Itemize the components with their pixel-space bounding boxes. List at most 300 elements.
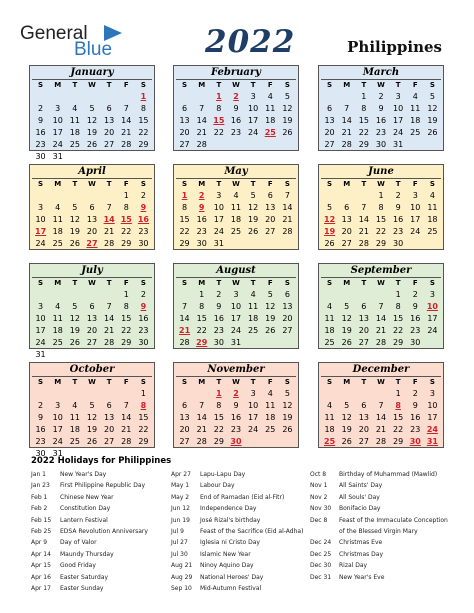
day-cell: 28 <box>282 227 293 236</box>
month-name: February <box>210 67 261 78</box>
day-cell: 15 <box>358 116 369 125</box>
day-grid <box>321 91 441 151</box>
day-cell: 4 <box>327 401 333 410</box>
holiday-day-cell: 1 <box>140 92 147 101</box>
day-cell: 23 <box>410 425 421 434</box>
day-cell: 17 <box>230 314 242 323</box>
day-cell: 28 <box>375 437 387 446</box>
empty-cell <box>83 91 100 103</box>
day-cell: 4 <box>267 92 273 101</box>
holiday-day-cell: 2 <box>198 191 205 200</box>
day-cell: 8 <box>140 104 146 113</box>
weekday-label: W <box>377 378 385 386</box>
day-grid <box>176 388 296 448</box>
weekday-label: T <box>216 81 222 89</box>
weekday-label: S <box>182 279 188 287</box>
holiday-day-cell: 15 <box>120 215 132 224</box>
month-april <box>29 164 155 250</box>
day-cell: 27 <box>341 239 352 248</box>
holiday-name: Good Friday <box>60 562 96 570</box>
holiday-date: Dec 24 <box>310 539 332 547</box>
month-july <box>29 263 155 359</box>
day-cell: 11 <box>69 116 80 125</box>
holiday-name: Christmas Day <box>339 550 384 558</box>
holiday-name: Iglesia ni Cristo Day <box>200 539 260 547</box>
holidays-title: 2022 Holidays for Philippines <box>31 456 172 466</box>
holiday-name: Rizal Day <box>339 562 368 570</box>
weekday-label: T <box>216 378 222 386</box>
day-cell: 17 <box>427 413 438 422</box>
day-cell: 8 <box>123 203 129 212</box>
day-cell: 8 <box>395 302 401 311</box>
day-cell: 17 <box>52 425 63 434</box>
day-cell: 20 <box>179 425 190 434</box>
day-cell: 16 <box>196 215 207 224</box>
day-cell: 23 <box>230 425 242 434</box>
day-cell: 9 <box>216 302 222 311</box>
day-cell: 21 <box>375 326 387 335</box>
day-cell: 31 <box>52 449 63 458</box>
day-cell: 25 <box>265 425 276 434</box>
holiday-day-cell: 16 <box>137 215 149 224</box>
day-cell: 31 <box>52 152 63 161</box>
holiday-name: Labour Day <box>200 482 235 490</box>
country-name: Philippines <box>347 38 442 56</box>
holiday-date: Aug 21 <box>171 562 193 570</box>
holiday-date: Feb 1 <box>31 493 48 501</box>
empty-cell <box>176 289 193 301</box>
day-cell: 25 <box>69 437 80 446</box>
weekday-label: T <box>395 81 401 89</box>
empty-cell <box>32 91 49 103</box>
day-cell: 29 <box>179 239 190 248</box>
day-cell: 19 <box>282 413 293 422</box>
day-cell: 7 <box>123 104 129 113</box>
weekday-label: W <box>88 180 96 188</box>
month-name: August <box>216 265 256 276</box>
empty-cell <box>321 91 338 103</box>
day-cell: 18 <box>427 215 438 224</box>
holiday-date: May 1 <box>171 482 190 490</box>
day-cell: 18 <box>52 227 63 236</box>
day-cell: 12 <box>69 314 80 323</box>
weekday-label: F <box>412 279 418 287</box>
holiday-name: Day of Valor <box>60 539 97 547</box>
weekday-label: F <box>412 180 418 188</box>
holiday-day-cell: 14 <box>103 215 115 224</box>
holiday-name: Maundy Thursday <box>60 550 114 558</box>
holiday-name: Independence Day <box>200 505 257 513</box>
day-cell: 13 <box>86 215 98 224</box>
day-cell: 2 <box>38 401 44 410</box>
weekday-header <box>176 79 296 91</box>
day-cell: 28 <box>121 437 132 446</box>
day-cell: 10 <box>35 314 46 323</box>
day-cell: 20 <box>341 227 352 236</box>
holiday-date: Jun 12 <box>171 505 190 513</box>
day-cell: 10 <box>52 413 63 422</box>
day-grid <box>32 289 152 361</box>
holiday-day-cell: 29 <box>196 338 208 347</box>
weekday-label: S <box>429 81 435 89</box>
empty-cell <box>372 289 389 301</box>
day-cell: 23 <box>35 140 46 149</box>
weekday-header <box>321 376 441 388</box>
day-cell: 10 <box>35 215 46 224</box>
day-cell: 18 <box>52 326 63 335</box>
holiday-date: Apr 9 <box>31 539 48 547</box>
weekday-label: S <box>429 279 435 287</box>
weekday-label: T <box>250 180 256 188</box>
weekday-label: T <box>250 279 256 287</box>
weekday-label: S <box>182 180 188 188</box>
weekday-label: W <box>88 279 96 287</box>
weekday-label: T <box>216 180 222 188</box>
day-cell: 18 <box>69 425 80 434</box>
day-cell: 26 <box>282 425 293 434</box>
day-cell: 8 <box>123 302 129 311</box>
day-cell: 11 <box>69 413 80 422</box>
weekday-label: W <box>377 180 385 188</box>
day-cell: 24 <box>393 128 404 137</box>
day-grid <box>176 190 296 250</box>
day-cell: 21 <box>282 215 293 224</box>
day-cell: 7 <box>361 203 367 212</box>
day-cell: 15 <box>393 413 404 422</box>
holiday-date: Nov 2 <box>310 493 328 501</box>
day-cell: 15 <box>196 314 207 323</box>
month-november <box>173 362 299 448</box>
day-cell: 24 <box>248 425 259 434</box>
day-cell: 15 <box>213 413 224 422</box>
day-cell: 16 <box>410 413 421 422</box>
day-cell: 5 <box>284 389 290 398</box>
empty-cell <box>176 91 193 103</box>
weekday-label: S <box>182 378 188 386</box>
day-cell: 7 <box>199 401 205 410</box>
holiday-name: Constitution Day <box>60 505 111 513</box>
day-cell: 29 <box>375 239 387 248</box>
day-cell: 7 <box>123 401 129 410</box>
holiday-date: May 2 <box>171 493 190 501</box>
day-cell: 28 <box>375 338 387 347</box>
day-cell: 17 <box>248 413 259 422</box>
weekday-label: T <box>361 180 367 188</box>
day-cell: 22 <box>393 425 404 434</box>
day-cell: 18 <box>265 413 276 422</box>
day-cell: 14 <box>282 203 293 212</box>
day-cell: 29 <box>393 338 404 347</box>
holiday-date: Jul 9 <box>171 527 184 535</box>
weekday-label: W <box>232 378 240 386</box>
weekday-label: F <box>123 180 129 188</box>
weekday-label: S <box>140 81 146 89</box>
weekday-label: T <box>106 378 112 386</box>
weekday-header <box>176 376 296 388</box>
day-cell: 25 <box>427 227 438 236</box>
holiday-day-cell: 1 <box>216 92 222 101</box>
day-cell: 27 <box>265 227 276 236</box>
day-cell: 18 <box>230 215 242 224</box>
day-cell: 27 <box>179 437 190 446</box>
weekday-label: F <box>412 378 418 386</box>
weekday-header <box>321 277 441 289</box>
day-cell: 26 <box>427 128 438 137</box>
holiday-day-cell: 21 <box>179 326 191 335</box>
day-cell: 25 <box>52 338 63 347</box>
day-cell: 14 <box>104 314 115 323</box>
weekday-label: S <box>38 81 44 89</box>
day-cell: 6 <box>361 302 367 311</box>
day-cell: 24 <box>213 227 224 236</box>
logo-blue-text: Blue <box>74 39 113 60</box>
day-cell: 19 <box>69 227 80 236</box>
month-january <box>29 65 155 161</box>
day-cell: 11 <box>324 413 335 422</box>
day-cell: 22 <box>358 128 369 137</box>
day-cell: 19 <box>86 128 98 137</box>
day-cell: 16 <box>138 314 149 323</box>
weekday-header <box>321 79 441 91</box>
day-grid <box>176 91 296 151</box>
weekday-label: T <box>395 180 401 188</box>
day-cell: 12 <box>341 314 352 323</box>
weekday-label: W <box>232 180 240 188</box>
day-cell: 28 <box>196 140 207 149</box>
day-cell: 2 <box>395 191 401 200</box>
day-cell: 6 <box>361 401 367 410</box>
month-september <box>318 263 444 349</box>
weekday-label: T <box>216 279 222 287</box>
weekday-label: F <box>123 378 129 386</box>
day-cell: 27 <box>358 338 369 347</box>
empty-cell <box>83 388 100 400</box>
day-cell: 22 <box>213 425 224 434</box>
holiday-name: Christmas Eve <box>339 539 383 547</box>
month-august <box>173 263 299 349</box>
day-cell: 20 <box>265 215 276 224</box>
weekday-label: F <box>267 180 273 188</box>
day-cell: 29 <box>138 140 149 149</box>
day-cell: 2 <box>140 191 146 200</box>
day-cell: 23 <box>138 227 149 236</box>
holiday-name: Chinese New Year <box>60 493 114 501</box>
empty-cell <box>49 388 66 400</box>
day-cell: 16 <box>375 116 387 125</box>
day-cell: 5 <box>72 203 78 212</box>
day-cell: 7 <box>199 104 205 113</box>
day-cell: 7 <box>344 104 350 113</box>
weekday-label: S <box>284 81 290 89</box>
day-cell: 5 <box>344 302 350 311</box>
month-name: September <box>350 265 412 276</box>
day-cell: 25 <box>52 239 63 248</box>
day-cell: 25 <box>410 128 421 137</box>
day-cell: 23 <box>213 326 224 335</box>
holiday-name: Feast of the Sacrifice (Eid al-Adha) <box>200 527 304 535</box>
day-cell: 7 <box>378 401 384 410</box>
day-cell: 2 <box>216 290 222 299</box>
day-cell: 11 <box>230 203 242 212</box>
day-cell: 23 <box>35 437 46 446</box>
day-cell: 5 <box>284 92 290 101</box>
day-cell: 22 <box>196 326 207 335</box>
day-cell: 29 <box>138 437 149 446</box>
day-cell: 12 <box>282 104 293 113</box>
day-cell: 13 <box>104 413 115 422</box>
day-cell: 31 <box>213 239 224 248</box>
day-cell: 17 <box>427 314 438 323</box>
day-cell: 18 <box>410 116 421 125</box>
day-cell: 24 <box>230 326 242 335</box>
day-cell: 22 <box>138 425 149 434</box>
day-cell: 20 <box>358 326 369 335</box>
weekday-label: S <box>140 378 146 386</box>
day-cell: 13 <box>358 314 369 323</box>
weekday-label: F <box>267 81 273 89</box>
day-cell: 18 <box>324 326 335 335</box>
month-name: December <box>352 364 410 375</box>
empty-cell <box>66 91 83 103</box>
day-cell: 31 <box>230 338 242 347</box>
day-cell: 3 <box>216 191 222 200</box>
holiday-date: Feb 2 <box>31 505 48 513</box>
day-cell: 21 <box>104 326 115 335</box>
day-cell: 16 <box>410 314 421 323</box>
holiday-name: All Souls' Day <box>339 493 380 501</box>
weekday-label: W <box>377 279 385 287</box>
day-cell: 14 <box>121 116 132 125</box>
day-cell: 14 <box>121 413 132 422</box>
holiday-name: First Philippine Republic Day <box>60 482 146 490</box>
day-cell: 26 <box>341 338 352 347</box>
month-name: November <box>207 364 265 375</box>
day-cell: 1 <box>123 290 129 299</box>
holiday-day-cell: 12 <box>324 215 336 224</box>
weekday-label: S <box>284 180 290 188</box>
day-cell: 11 <box>265 401 276 410</box>
day-cell: 14 <box>358 215 369 224</box>
day-cell: 29 <box>121 239 132 248</box>
weekday-label: T <box>106 180 112 188</box>
day-cell: 1 <box>378 191 384 200</box>
day-cell: 7 <box>284 191 290 200</box>
empty-cell <box>32 190 49 202</box>
month-name: January <box>70 67 114 78</box>
day-cell: 30 <box>410 338 421 347</box>
day-grid <box>321 190 441 250</box>
empty-cell <box>338 289 355 301</box>
day-cell: 22 <box>138 128 149 137</box>
day-cell: 19 <box>341 326 352 335</box>
holiday-day-cell: 9 <box>198 203 205 212</box>
holiday-date: Jul 30 <box>171 550 188 558</box>
month-may <box>173 164 299 250</box>
day-cell: 19 <box>282 116 293 125</box>
holiday-day-cell: 1 <box>181 191 188 200</box>
day-cell: 21 <box>104 227 115 236</box>
holiday-name: Lantern Festival <box>60 516 108 524</box>
empty-cell <box>66 289 83 301</box>
weekday-label: S <box>429 180 435 188</box>
empty-cell <box>118 388 135 400</box>
day-cell: 14 <box>375 314 387 323</box>
day-cell: 1 <box>199 290 205 299</box>
day-cell: 22 <box>121 326 132 335</box>
empty-cell <box>66 388 83 400</box>
day-cell: 15 <box>375 215 387 224</box>
day-cell: 15 <box>121 314 132 323</box>
day-cell: 4 <box>72 401 78 410</box>
day-cell: 3 <box>250 92 256 101</box>
holiday-name: Easter Saturday <box>60 573 109 581</box>
day-cell: 9 <box>233 104 239 113</box>
day-cell: 12 <box>427 104 438 113</box>
day-cell: 29 <box>358 140 369 149</box>
day-cell: 15 <box>179 215 190 224</box>
empty-cell <box>66 190 83 202</box>
calendar-year: 2022 <box>205 24 296 60</box>
day-cell: 18 <box>69 128 80 137</box>
holiday-name: of the Blessed Virgin Mary <box>339 527 418 535</box>
day-cell: 23 <box>393 227 404 236</box>
day-cell: 7 <box>182 302 188 311</box>
day-cell: 2 <box>412 389 418 398</box>
day-cell: 29 <box>393 437 404 446</box>
day-cell: 1 <box>140 389 146 398</box>
day-cell: 19 <box>248 215 259 224</box>
day-cell: 9 <box>378 104 384 113</box>
day-grid <box>176 289 296 349</box>
day-cell: 13 <box>179 116 190 125</box>
weekday-label: S <box>38 378 44 386</box>
day-cell: 3 <box>38 203 44 212</box>
holiday-date: Nov 1 <box>310 482 328 490</box>
holiday-name: Ninoy Aquino Day <box>200 562 254 570</box>
weekday-label: T <box>361 378 367 386</box>
month-february <box>173 65 299 151</box>
holiday-day-cell: 2 <box>233 92 239 101</box>
day-cell: 22 <box>393 326 404 335</box>
empty-cell <box>321 190 338 202</box>
weekday-label: S <box>327 279 333 287</box>
day-cell: 23 <box>375 128 387 137</box>
day-cell: 21 <box>341 128 352 137</box>
holiday-day-cell: 25 <box>324 437 336 446</box>
day-cell: 22 <box>179 227 190 236</box>
day-cell: 24 <box>248 128 259 137</box>
holiday-date: Dec 8 <box>310 516 328 524</box>
day-cell: 24 <box>427 326 438 335</box>
holiday-name: EDSA Revolution Anniversary <box>60 527 148 535</box>
day-cell: 25 <box>324 338 335 347</box>
day-cell: 9 <box>412 401 418 410</box>
day-cell: 14 <box>375 413 387 422</box>
empty-cell <box>355 190 372 202</box>
day-cell: 4 <box>412 92 418 101</box>
day-cell: 1 <box>395 389 401 398</box>
day-cell: 26 <box>341 437 352 446</box>
weekday-label: S <box>284 279 290 287</box>
day-cell: 28 <box>104 239 115 248</box>
weekday-header <box>176 277 296 289</box>
day-cell: 20 <box>179 128 190 137</box>
holiday-date: Nov 30 <box>310 505 332 513</box>
empty-cell <box>32 388 49 400</box>
day-cell: 6 <box>89 302 95 311</box>
day-cell: 3 <box>233 290 239 299</box>
holiday-name: Easter Sunday <box>60 584 104 592</box>
